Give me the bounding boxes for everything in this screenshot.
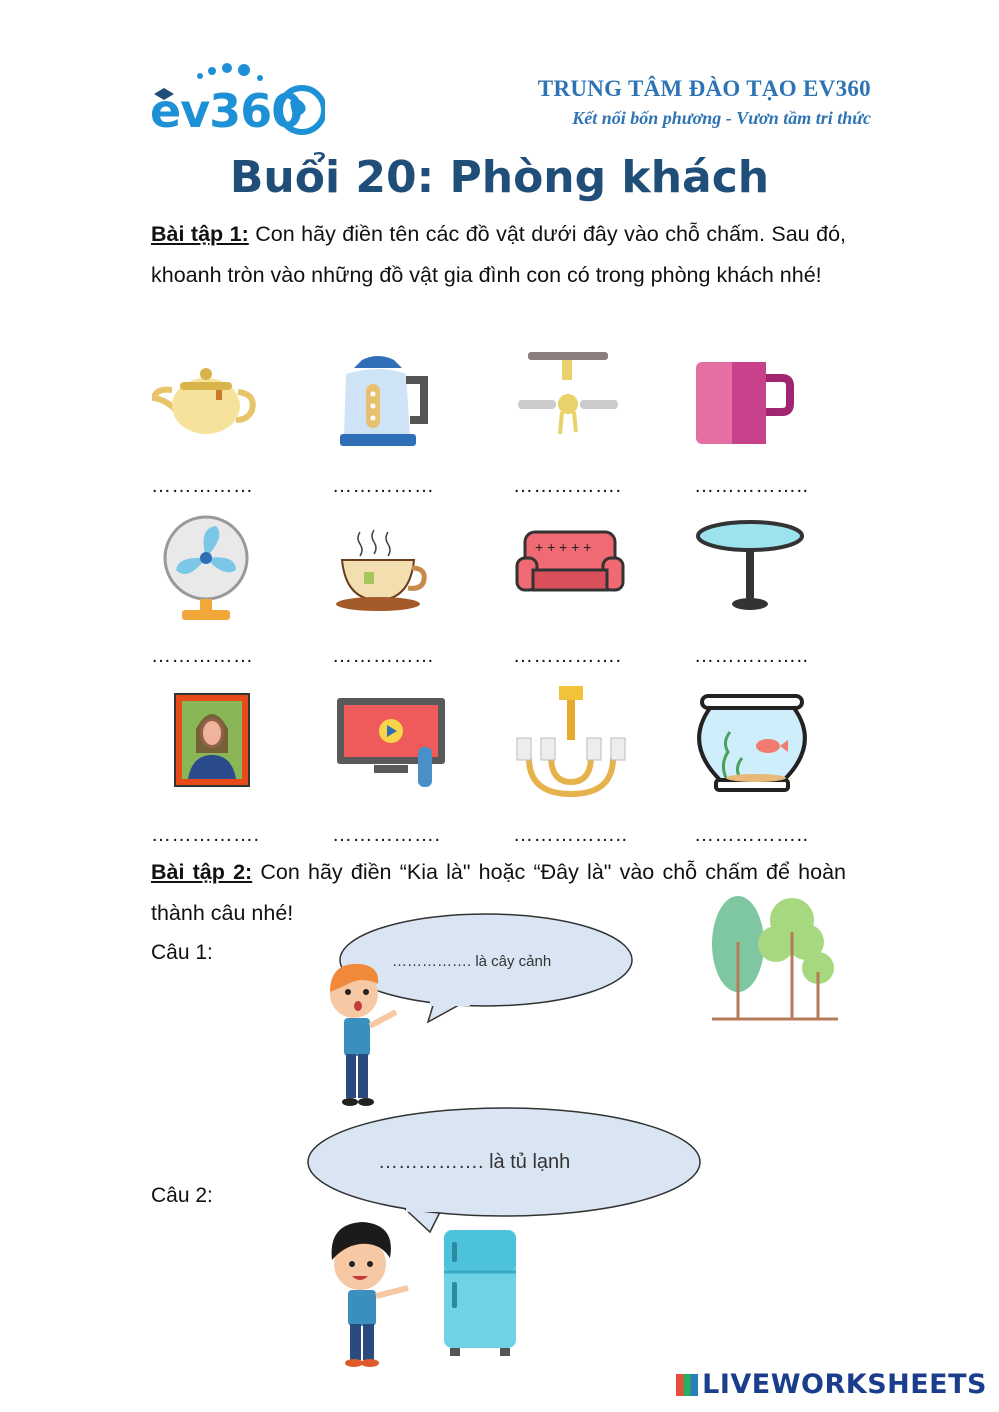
fish-tank-icon bbox=[696, 694, 808, 797]
blank-2[interactable]: …………… bbox=[332, 475, 435, 497]
blank-1[interactable]: …………… bbox=[151, 475, 254, 497]
blank-9[interactable]: ……………. bbox=[151, 824, 260, 846]
teapot-icon bbox=[152, 360, 260, 443]
boy-pointing-icon-1 bbox=[318, 962, 410, 1117]
slogan: Kết nối bốn phương - Vươn tầm tri thức bbox=[572, 108, 871, 128]
round-table-icon bbox=[696, 518, 804, 619]
exercise1-instruction bbox=[151, 214, 846, 295]
television-icon bbox=[336, 697, 448, 794]
bubble-1-text[interactable]: ……………. là cây cảnh bbox=[392, 953, 552, 970]
painting-icon bbox=[174, 693, 250, 792]
center-name: TRUNG TÂM ĐÀO TẠO EV360 bbox=[537, 76, 871, 101]
liveworksheets-logo-icon bbox=[676, 1374, 698, 1396]
blank-12[interactable]: …………….. bbox=[694, 824, 809, 846]
exercise1-text: Con hãy điền tên các đồ vật dưới đây vào chỗ chấm. Sau đó, khoanh tròn vào những đồ vật gia đình con có trong phòng khách nhé! bbox=[151, 222, 846, 287]
logo-text: ev360 bbox=[150, 84, 303, 138]
electric-kettle-icon bbox=[336, 352, 432, 455]
ev360-logo bbox=[150, 62, 325, 142]
blank-3[interactable]: ……………. bbox=[513, 475, 622, 497]
svg-text:+ + + + +: + + + + + bbox=[535, 539, 592, 555]
liveworksheets-watermark bbox=[676, 1369, 987, 1400]
question-2-label: Câu 2: bbox=[151, 1184, 213, 1207]
refrigerator-icon bbox=[442, 1228, 518, 1363]
chandelier-icon bbox=[515, 684, 629, 805]
exercise2-label: Bài tập 2: bbox=[151, 860, 253, 884]
exercise1-label: Bài tập 1: bbox=[151, 222, 249, 246]
blank-7[interactable]: ……………. bbox=[513, 645, 622, 667]
page-title: Buổi 20: Phòng khách bbox=[229, 152, 770, 203]
header-right bbox=[538, 76, 871, 129]
blank-10[interactable]: ……………. bbox=[332, 824, 441, 846]
blank-5[interactable]: …………… bbox=[151, 645, 254, 667]
watermark-text: LIVEWORKSHEETS bbox=[702, 1369, 987, 1400]
ceiling-fan-icon bbox=[518, 352, 620, 447]
tea-cup-icon bbox=[334, 528, 430, 619]
exercise2-text: Con hãy điền “Kia là" hoặc “Đây là" vào chỗ chấm để hoàn thành câu nhé! bbox=[151, 860, 846, 925]
trees-icon bbox=[710, 892, 840, 1029]
bubble-2-text[interactable]: ……………. là tủ lạnh bbox=[378, 1151, 571, 1173]
mug-icon bbox=[694, 360, 794, 451]
blank-8[interactable]: …………….. bbox=[694, 645, 809, 667]
sofa-icon bbox=[515, 528, 625, 605]
boy-pointing-icon-2 bbox=[320, 1220, 416, 1375]
question-1-label: Câu 1: bbox=[151, 941, 213, 964]
blank-11[interactable]: …………….. bbox=[513, 824, 628, 846]
desk-fan-icon bbox=[162, 514, 252, 627]
blank-6[interactable]: …………… bbox=[332, 645, 435, 667]
blank-4[interactable]: …………….. bbox=[694, 475, 809, 497]
